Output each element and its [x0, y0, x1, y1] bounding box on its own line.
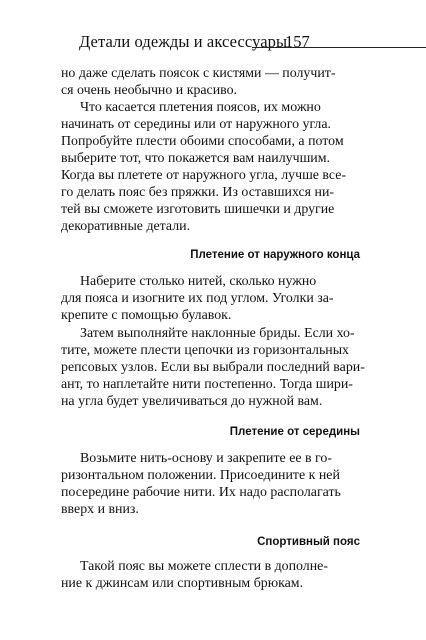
text-line: для пояса и изогните их под углом. Уголки за-: [61, 291, 334, 306]
text-line: тите, можете плести цепочки из горизонтальных: [61, 343, 349, 358]
section-heading: Плетение от наружного конца: [190, 249, 360, 261]
text-line: Попробуйте плести обоими способами, а потом: [61, 134, 344, 149]
text-line: посередине рабочие нити. Их надо располагать: [61, 485, 341, 500]
text-line: но даже сделать поясок с кистями — получит-: [61, 66, 336, 81]
text-line: начинать от середины или от наружного угла.: [61, 117, 332, 132]
text-line: тей вы сможете изготовить шишечки и другие: [61, 202, 335, 217]
section-heading: Плетение от середины: [229, 426, 360, 438]
section-heading: Спортивный пояс: [257, 536, 360, 548]
page-number: 157: [285, 32, 310, 51]
text-line: ся очень необычно и красиво.: [61, 83, 238, 98]
text-line: ант, то наплетайте нити постепенно. Тогда шири-: [61, 377, 353, 392]
text-line: репсовых узлов. Если вы выбрали последний вари-: [61, 360, 365, 375]
text-line: Наберите столько нитей, сколько нужно: [80, 274, 317, 289]
text-line: на угла будет увеличиваться до нужной вам.: [61, 394, 323, 409]
text-line: Такой пояс вы можете сплести в дополне-: [80, 559, 328, 574]
text-line: выберите тот, что покажется вам наилучшим.: [61, 151, 330, 166]
text-line: вверх и вниз.: [61, 502, 139, 517]
text-line: декоративные детали.: [61, 219, 191, 234]
text-line: Возьмите нить-основу и закрепите ее в го-: [80, 451, 332, 466]
text-line: ние к джинсам или спортивным брюкам.: [61, 576, 304, 591]
text-line: Затем выполняйте наклонные бриды. Если хо-: [80, 326, 355, 341]
text-line: крепите с помощью булавок.: [61, 308, 232, 323]
text-line: Что касается плетения поясов, их можно: [80, 100, 321, 115]
header-rule: [252, 47, 426, 48]
text-line: ризонтальном положении. Присоедините к ней: [61, 468, 340, 483]
text-line: го делать пояс без пряжки. Из оставшихся ни-: [61, 185, 335, 200]
text-line: Когда вы плетете от наружного угла, лучше все-: [61, 168, 347, 183]
header-title: Детали одежды и аксессуары: [79, 32, 288, 51]
running-header: [71, 32, 426, 52]
